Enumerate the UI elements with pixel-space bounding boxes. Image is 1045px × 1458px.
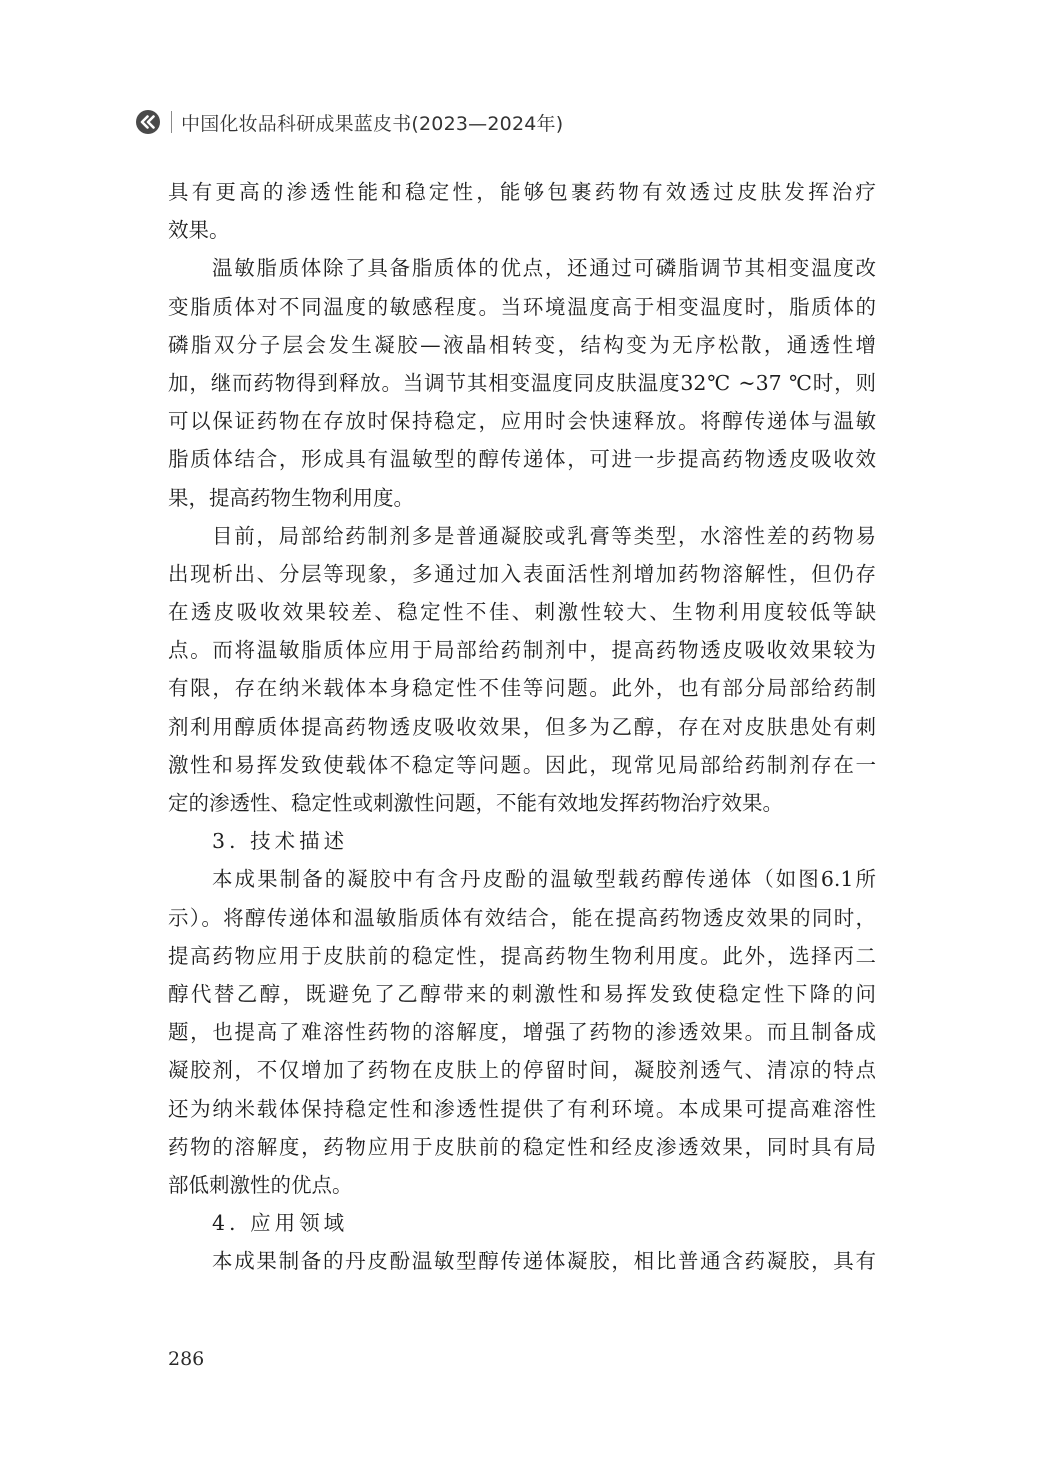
text-line: 药物的溶解度，药物应用于皮肤前的稳定性和经皮渗透效果，同时具有局 bbox=[168, 1134, 876, 1159]
text-line: 出现析出、分层等现象，多通过加入表面活性剂增加药物溶解性，但仍存 bbox=[168, 561, 876, 586]
text-line: 本成果制备的丹皮酚温敏型醇传递体凝胶，相比普通含药凝胶，具有 bbox=[212, 1249, 876, 1274]
section-heading: 4. 应用领域 bbox=[212, 1211, 349, 1236]
text-line: 可以保证药物在存放时保持稳定，应用时会快速释放。将醇传递体与温敏 bbox=[168, 409, 876, 434]
text-line: 变脂质体对不同温度的敏感程度。当环境温度高于相变温度时，脂质体的 bbox=[168, 294, 876, 319]
text-line: 具有更高的渗透性能和稳定性，能够包裹药物有效透过皮肤发挥治疗 bbox=[168, 180, 876, 204]
text-line: 在透皮吸收效果较差、稳定性不佳、刺激性较大、生物利用度较低等缺 bbox=[168, 600, 876, 625]
page-number: 286 bbox=[168, 1348, 205, 1370]
text-line: 凝胶剂，不仅增加了药物在皮肤上的停留时间，凝胶剂透气、清凉的特点 bbox=[168, 1058, 876, 1083]
text-line: 目前，局部给药制剂多是普通凝胶或乳膏等类型，水溶性差的药物易 bbox=[212, 523, 876, 548]
text-line: 醇代替乙醇，既避免了乙醇带来的刺激性和易挥发致使稳定性下降的问 bbox=[168, 981, 876, 1006]
text-line: 点。而将温敏脂质体应用于局部给药制剂中，提高药物透皮吸收效果较为 bbox=[168, 638, 876, 663]
text-line: 有限，存在纳米载体本身稳定性不佳等问题。此外，也有部分局部给药制 bbox=[168, 676, 876, 701]
text-line: 果，提高药物生物利用度。 bbox=[168, 485, 414, 510]
text-line: 提高药物应用于皮肤前的稳定性，提高药物生物利用度。此外，选择丙二 bbox=[168, 943, 876, 968]
text-line: 加，继而药物得到释放。当调节其相变温度同皮肤温度32℃ ~37 ℃时，则 bbox=[168, 370, 876, 395]
text-line: 激性和易挥发致使载体不稳定等问题。因此，现常见局部给药制剂存在一 bbox=[168, 752, 876, 777]
text-line: 本成果制备的凝胶中有含丹皮酚的温敏型载药醇传递体（如图6.1所 bbox=[212, 867, 876, 892]
text-line: 示）。将醇传递体和温敏脂质体有效结合，能在提高药物透皮效果的同时， bbox=[168, 905, 876, 930]
text-line: 磷脂双分子层会发生凝胶—液晶相转变，结构变为无序松散，通透性增 bbox=[168, 332, 876, 357]
text-line: 剂利用醇质体提高药物透皮吸收效果，但多为乙醇，存在对皮肤患处有刺 bbox=[168, 714, 876, 739]
text-line: 温敏脂质体除了具备脂质体的优点，还通过可磷脂调节其相变温度改 bbox=[212, 256, 876, 281]
text-line: 还为纳米载体保持稳定性和渗透性提供了有利环境。本成果可提高难溶性 bbox=[168, 1096, 876, 1121]
running-header bbox=[136, 108, 563, 136]
header-title: 中国化妆品科研成果蓝皮书(2023—2024年) bbox=[181, 112, 564, 135]
header-divider bbox=[171, 111, 172, 133]
body-text bbox=[168, 173, 876, 1280]
section-heading: 3. 技术描述 bbox=[212, 829, 349, 854]
text-line: 定的渗透性、稳定性或刺激性问题，不能有效地发挥药物治疗效果。 bbox=[168, 791, 783, 815]
text-line: 部低刺激性的优点。 bbox=[168, 1172, 353, 1197]
text-line: 脂质体结合，形成具有温敏型的醇传递体，可进一步提高药物透皮吸收效 bbox=[168, 447, 876, 472]
text-line: 题，也提高了难溶性药物的溶解度，增强了药物的渗透效果。而且制备成 bbox=[168, 1020, 876, 1045]
double-chevron-left-icon bbox=[136, 110, 160, 134]
text-line: 效果。 bbox=[168, 218, 230, 243]
